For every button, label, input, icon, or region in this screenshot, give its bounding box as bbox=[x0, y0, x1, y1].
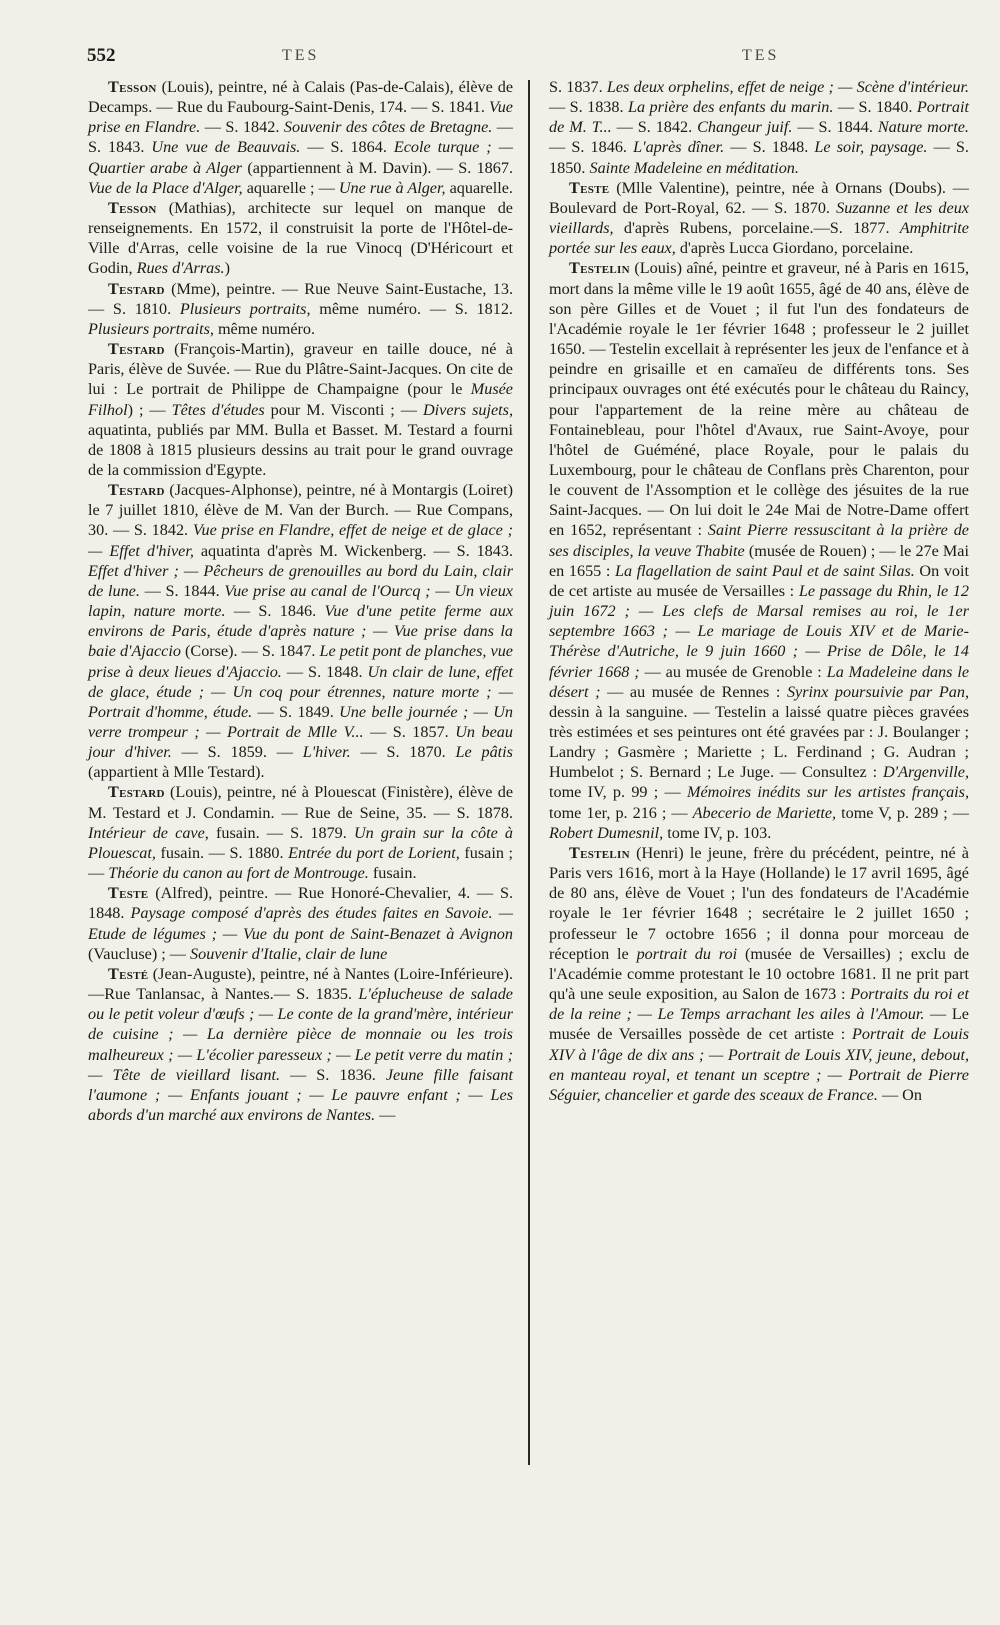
entry-title-italic: Vue prise en Flandre, effet de neige et de glace ; — Effet d'hiver, bbox=[88, 521, 513, 560]
entry-title-italic: Un clair de lune, effet de glace, étude ; — Un coq pour étrennes, nature morte ; — Portrait d'homme, étude. bbox=[88, 662, 513, 721]
entry-title-italic: Souvenir des côtes de Bretagne. bbox=[283, 118, 493, 137]
entry-text: tome 1er, p. 216 ; — bbox=[549, 803, 693, 822]
entry-text: (Mlle Valentine), peintre, née à Ornans (Doubs). — Boulevard de Port-Royal, 62. — S. 1870. bbox=[549, 178, 969, 217]
entry-text: — S. 1846. bbox=[225, 602, 325, 621]
entry-title-italic: Sainte Madeleine en méditation. bbox=[589, 158, 799, 177]
page-header bbox=[0, 45, 1000, 75]
entry-title-italic: Vue de la Place d'Alger, bbox=[88, 178, 243, 197]
entry-text: S. 1837. bbox=[549, 78, 607, 96]
entry-text: (Corse). — S. 1847. bbox=[180, 642, 320, 661]
dictionary-entry bbox=[88, 964, 513, 1125]
entry-title-italic: Musée Filhol bbox=[88, 380, 513, 419]
entry-text: (Henri) le jeune, frère du précédent, peintre, né à Paris vers 1616, mort à la Haye (Hollande) le 17 avril 1695, âgé de 80 ans, élève de Vouet ; l'un des fondateurs de l'Académie royale le 1er février 1648 ; secrétaire le 2 juillet 1650 ; professeur le 7 octobre 1656 ; il donna pour morceau de réception le bbox=[549, 843, 969, 963]
entry-title-italic: Paysage composé d'après des études faites en Savoie. — Etude de légumes ; — Vue du pont de Saint-Benazet à Avignon bbox=[88, 904, 513, 943]
entry-title-italic: Mémoires inédits sur les artistes français, bbox=[686, 783, 970, 802]
entry-name: Teste bbox=[569, 178, 610, 197]
entry-name: Teste bbox=[108, 884, 149, 903]
entry-title-italic: Le petit pont de planches, vue prise à deux lieues d'Ajaccio. bbox=[88, 642, 513, 681]
entry-title-italic: Un grain sur la côte à Plouescat, bbox=[88, 823, 514, 862]
entry-name: Testelin bbox=[569, 259, 630, 278]
entry-text: (appartiennent à M. Davin). — S. 1867. bbox=[242, 158, 514, 177]
entry-text: (Alfred), peintre. — Rue Honoré-Chevalier, 4. — S. 1848. bbox=[88, 884, 513, 923]
entry-title-italic: La Madeleine dans le désert ; bbox=[549, 662, 970, 701]
entry-text: tome V, p. 289 ; — bbox=[836, 803, 969, 822]
entry-title-italic: Portrait de Louis XIV à l'âge de dix ans ; — Portrait de Louis XIV, jeune, debout, en manteau royal, et tenant un sceptre ; — Portrait de Pierre Séguier, chancelier et garde des sceaux de France. bbox=[549, 1025, 970, 1104]
entry-text: (appartient à Mlle Testard). bbox=[88, 763, 265, 782]
entry-text: (Mathias), architecte sur lequel on manque de renseignements. En 1572, il construisit la porte de l'Hôtel-de-Ville d'Arras, celle voisine de la rue Vinocq (D'Héricourt et Godin, bbox=[88, 198, 513, 278]
entry-title-italic: Une vue de Beauvais. bbox=[151, 138, 301, 157]
entry-title-italic: Plusieurs portraits, bbox=[179, 299, 311, 318]
dictionary-entry bbox=[88, 279, 513, 339]
running-head-left: TES bbox=[282, 47, 320, 64]
entry-title-italic: Effet d'hiver ; — Pêcheurs de grenouilles au bord du Lain, clair de lune. bbox=[88, 561, 513, 600]
entry-title-italic: Saint Pierre ressuscitant à la prière de ses disciples, la veuve Thabite bbox=[549, 521, 969, 560]
entry-text: — S. 1836. bbox=[280, 1065, 386, 1084]
entry-text: (Vaucluse) ; — bbox=[88, 944, 191, 963]
dictionary-entry bbox=[88, 339, 513, 480]
entry-text: fusain. bbox=[368, 864, 417, 883]
entry-text: (Jacques-Alphonse), peintre, né à Montargis (Loiret) le 7 juillet 1810, élève de M. Van der Burch. — Rue Compans, 30. — S. 1842. bbox=[88, 481, 513, 540]
entry-text: (Mme), peintre. — Rue Neuve Saint-Eustache, 13. — S. 1810. bbox=[88, 279, 513, 318]
dictionary-entry bbox=[549, 843, 969, 1105]
entry-text: fusain. — S. 1879. bbox=[208, 823, 354, 842]
entry-text: — S. 1840. bbox=[833, 98, 917, 117]
entry-title-italic: Vue d'une petite ferme aux environs de Paris, étude d'après nature ; — Vue prise dans la baie d'Ajaccio bbox=[88, 602, 513, 661]
entry-title-italic: Les deux orphelins, effet de neige ; — Scène d'intérieur. bbox=[606, 78, 969, 96]
entry-text: — S. 1846. bbox=[549, 138, 634, 157]
entry-text: tome IV, p. 99 ; — bbox=[549, 783, 687, 802]
entry-text: On voit de cet artiste au musée de Versailles : bbox=[549, 561, 969, 600]
page-number: 552 bbox=[87, 45, 116, 66]
entry-title-italic: Robert Dumesnil, bbox=[549, 823, 664, 842]
entry-title-italic: Le passage du Rhin, le 12 juin 1672 ; — Les clefs de Marsal remises au roi, le 1er septembre 1663 ; — Le mariage de Louis XIV et de Marie-Thérèse d'Autriche, le 9 juin 1660 ; — Prise de Dôle, le 14 février 1668 ; bbox=[549, 581, 969, 681]
entry-title-italic: Abecerio de Mariette, bbox=[692, 803, 837, 822]
dictionary-entry bbox=[88, 77, 513, 198]
entry-title-italic: Le soir, paysage. bbox=[814, 138, 928, 157]
entry-name: Tesson bbox=[108, 198, 157, 217]
entry-title-italic: Vue prise en Flandre. bbox=[88, 98, 513, 137]
entry-text: ) ; — bbox=[127, 400, 172, 419]
entry-text: (musée de Versailles) ; exclu de l'Académie comme protestant le 10 octobre 1681. Il ne prit part qu'à une seule exposition, au Salon de 1673 : bbox=[549, 944, 969, 1004]
entry-name: Testard bbox=[108, 481, 165, 500]
entry-title-italic: Théorie du canon au fort de Montrouge. bbox=[108, 864, 369, 883]
entry-title-italic: Plusieurs portraits, bbox=[88, 319, 214, 338]
entry-name: Testard bbox=[108, 783, 165, 802]
entry-text: tome IV, p. 103. bbox=[663, 823, 772, 842]
entry-title-italic: L'hiver. bbox=[302, 743, 351, 762]
entry-title-italic: Amphitrite portée sur les eaux, bbox=[549, 219, 969, 258]
dictionary-entry bbox=[549, 258, 969, 843]
dictionary-entry bbox=[88, 782, 513, 883]
entry-text: — S. 1842. bbox=[200, 118, 284, 137]
entry-title-italic: Têtes d'études bbox=[171, 400, 265, 419]
entry-text: — S. 1864. bbox=[300, 138, 394, 157]
entry-name: Testé bbox=[108, 964, 149, 983]
entry-title-italic: Suzanne et les deux vieillards, bbox=[549, 198, 969, 238]
entry-title-italic: Vue prise au canal de l'Ourcq ; — Un vieux lapin, nature morte. bbox=[88, 581, 513, 621]
entry-title-italic: Une belle journée ; — Un verre trompeur ; — Portrait de Mlle V... bbox=[88, 702, 513, 741]
entry-text: — On bbox=[877, 1085, 922, 1104]
right-column bbox=[549, 77, 969, 1105]
entry-text: d'après Rubens, porcelaine.—S. 1877. bbox=[613, 219, 900, 238]
entry-text: — S. 1844. bbox=[792, 118, 878, 137]
entry-text: (Louis), peintre, né à Plouescat (Finistère), élève de M. Testard et J. Condamin. — Rue de Seine, 35. — S. 1878. bbox=[88, 783, 513, 822]
entry-text: — S. 1843. bbox=[88, 118, 513, 157]
entry-title-italic: Portrait de M. T... bbox=[549, 98, 969, 137]
entry-text: — S. 1859. — bbox=[171, 743, 303, 762]
entry-text: (Louis) aîné, peintre et graveur, né à Paris en 1615, mort dans la même ville le 19 août 1655, âgé de 40 ans, élève de son père Gilles et de Vouet ; il fut l'un des fondateurs de l'Académie royale le 1er février 1648 ; professeur le 2 juillet 1650. — Testelin excellait à représenter les jeux de l'enfance et à peindre en grisaille et en camaïeu de différents tons. Ses principaux ouvrages ont été exécutés pour le château du Raincy, pour l'appartement de la reine mère au château de Fontainebleau, pour l'hôtel d'Avaux, rue Saint-Avoye, pour l'hôtel de Guéméné, place Royale, pour le palais du Luxembourg, pour le château de Conflans près Charenton, pour le couvent de l'Assomption et le collège des jésuites de la rue Saint-Jacques. — On lui doit le 24e Mai de Notre-Dame offert en 1652, représentant : bbox=[549, 259, 969, 540]
entry-text: (musée de Rouen) ; — le 27e Mai en 1655 : bbox=[549, 541, 969, 580]
entry-title-italic: Changeur juif. bbox=[697, 118, 793, 137]
entry-title-italic: Le pâtis bbox=[455, 743, 513, 762]
entry-text: dessin à la sanguine. — Testelin a laissé quatre pièces gravées très estimées et ses peintures ont été gravées par : J. Boulanger ; Landry ; Gasmère ; Mariette ; L. Ferdinand ; G. Audran ; Humbelot ; S. Bernard ; Le Juge. — Consultez : bbox=[549, 702, 969, 782]
dictionary-entry bbox=[88, 883, 513, 964]
entry-text: — S. 1838. bbox=[549, 98, 628, 117]
column-divider bbox=[528, 80, 530, 1465]
entry-name: Testard bbox=[108, 279, 165, 298]
entry-name: Testard bbox=[108, 340, 165, 359]
entry-text: — au musée de Grenoble : bbox=[639, 662, 827, 681]
entry-text: — S. 1849. bbox=[252, 702, 340, 721]
entry-title-italic: Un beau jour d'hiver. bbox=[88, 723, 513, 762]
entry-text: fusain ; — bbox=[88, 843, 513, 883]
entry-title-italic: Portraits du roi et de la reine ; — Le Temps arrachant les ailes à l'Amour. bbox=[549, 985, 969, 1024]
entry-title-italic: Ecole turque ; — Quartier arabe à Alger bbox=[88, 138, 514, 177]
entry-text: (François-Martin), graveur en taille douce, né à Paris, élève de Suvée. — Rue du Plâtre-Saint-Jacques. On cite de lui : Le portrait de Philippe de Champaigne (pour le bbox=[88, 340, 513, 399]
entry-title-italic: L'après dîner. bbox=[633, 138, 725, 157]
dictionary-entry bbox=[88, 198, 513, 279]
entry-title-italic: La flagellation de saint Paul et de saint Silas. bbox=[614, 561, 915, 580]
entry-text: — S. 1850. bbox=[549, 138, 969, 177]
entry-text: — S. 1870. bbox=[350, 743, 456, 762]
running-head-right: TES bbox=[742, 47, 780, 64]
entry-text: (Louis), peintre, né à Calais (Pas-de-Calais), élève de Decamps. — Rue du Faubourg-Saint-Denis, 174. — S. 1841. bbox=[88, 78, 513, 117]
entry-title-italic: portrait du roi bbox=[636, 944, 738, 963]
entry-title-italic: Jeune fille faisant l'aumone ; — Enfants jouant ; — Le pauvre enfant ; — Les abords d'un marché aux environs de Nantes. bbox=[88, 1065, 513, 1124]
entry-text: — S. 1848. bbox=[724, 138, 815, 157]
entry-name: Testelin bbox=[569, 843, 630, 862]
entry-text: d'après Lucca Giordano, porcelaine. bbox=[675, 239, 914, 258]
entry-text: aquarelle. bbox=[445, 178, 513, 197]
entry-title-italic: L'éplucheuse de salade ou le petit voleur d'œufs ; — Le conte de la grand'mère, intérieur de cuisine ; — La dernière pièce de monnaie ou les trois malheureux ; — L'écolier paresseux ; — Le petit verre du matin ; — Tête de vieillard lisant. bbox=[88, 985, 513, 1084]
entry-text: — S. 1848. bbox=[281, 662, 368, 681]
entry-text: — Le musée de Versailles possède de cet artiste : bbox=[549, 1005, 969, 1044]
entry-text: aquarelle ; — bbox=[242, 178, 339, 197]
entry-text: pour M. Visconti ; — bbox=[264, 400, 423, 419]
entry-title-italic: D'Argenville, bbox=[882, 763, 969, 782]
entry-name: Tesson bbox=[108, 78, 157, 96]
entry-title-italic: La prière des enfants du marin. bbox=[627, 98, 834, 117]
entry-text: même numéro. bbox=[213, 319, 316, 338]
entry-text: même numéro. — S. 1812. bbox=[310, 299, 513, 318]
entry-title-italic: Souvenir d'Italie, clair de lune bbox=[190, 944, 388, 963]
entry-text: ) bbox=[224, 259, 230, 278]
entry-text: — S. 1844. bbox=[139, 581, 225, 600]
dictionary-entry bbox=[88, 480, 513, 782]
entry-title-italic: Divers sujets, bbox=[422, 400, 514, 419]
entry-title-italic: Une rue à Alger, bbox=[338, 178, 446, 197]
left-column bbox=[88, 77, 513, 1125]
entry-title-italic: Nature morte. bbox=[877, 118, 969, 137]
entry-text: — S. 1842. bbox=[611, 118, 698, 137]
entry-text: aquatinta, publiés par MM. Bulla et Basset. M. Testard a fourni de 1808 à 1815 plusieurs dessins au trait pour le grand ouvrage de la commission d'Egypte. bbox=[88, 420, 513, 479]
entry-text: fusain. — S. 1880. bbox=[155, 843, 289, 862]
entry-text: — S. 1857. bbox=[363, 723, 456, 741]
dictionary-entry bbox=[549, 178, 969, 259]
entry-title-italic: Entrée du port de Lorient, bbox=[288, 843, 460, 862]
entry-text: — au musée de Rennes : bbox=[600, 682, 787, 701]
entry-text: (Jean-Auguste), peintre, né à Nantes (Loire-Inférieure).—Rue Tanlansac, à Nantes.— S. 1835. bbox=[88, 964, 513, 1004]
entry-text: — bbox=[375, 1105, 396, 1124]
entry-text: aquatinta d'après M. Wickenberg. — S. 1843. bbox=[193, 541, 514, 560]
entry-title-italic: Intérieur de cave, bbox=[88, 823, 209, 842]
dictionary-entry bbox=[549, 77, 969, 178]
entry-title-italic: Rues d'Arras. bbox=[136, 259, 225, 278]
entry-title-italic: Syrinx poursuivie par Pan, bbox=[786, 682, 970, 701]
